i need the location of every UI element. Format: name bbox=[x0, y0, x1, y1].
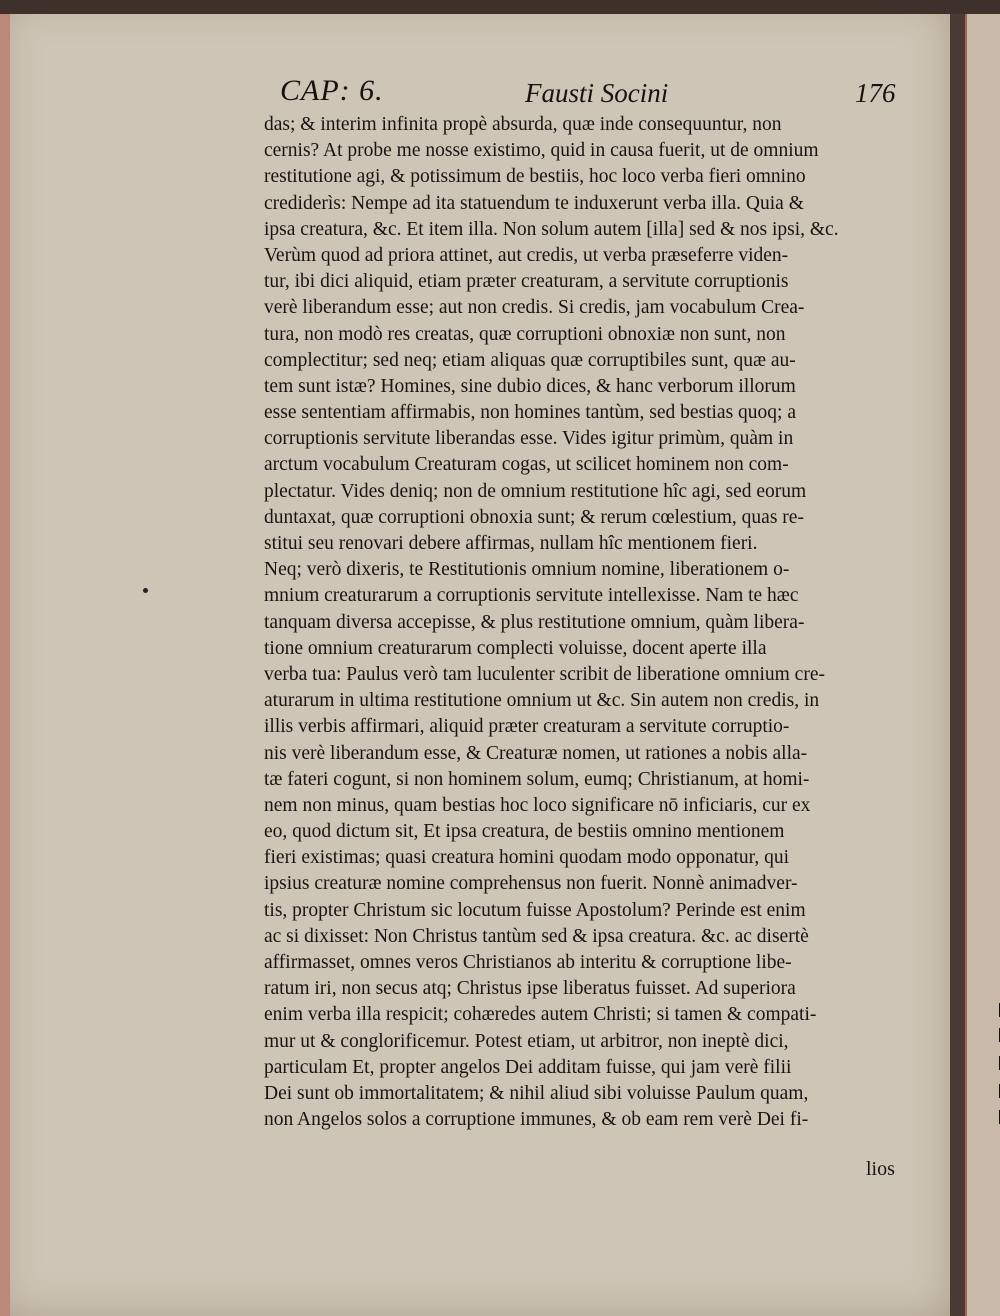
text-line: ipsius creaturæ nomine comprehensus non fuerit. Nonnè animadver- bbox=[264, 873, 798, 895]
text-line: aturarum in ultima restitutione omnium ut &c. Sin autem non credis, in bbox=[264, 690, 820, 712]
text-line: restitutione agi, & potissimum de bestiis, hoc loco verba fieri omnino bbox=[264, 166, 806, 188]
text-line: tis, propter Christum sic locutum fuisse Apostolum? Perinde est enim bbox=[264, 899, 806, 921]
text-line: arctum vocabulum Creaturam cogas, ut scilicet hominem non com- bbox=[264, 454, 789, 476]
ink-speck bbox=[143, 588, 148, 593]
text-line: ac si dixisset: Non Christus tantùm sed & ipsa creatura. &c. ac disertè bbox=[264, 925, 809, 947]
text-line: ratum iri, non secus atq; Christus ipse liberatus fuisset. Ad superiora bbox=[264, 978, 796, 1000]
text-line: tanquam diversa accepisse, & plus restitutione omnium, quàm libera- bbox=[264, 611, 805, 633]
text-line: affirmasset, omnes veros Christianos ab interitu & corruptione libe- bbox=[264, 952, 792, 973]
text-line: plectatur. Vides deniq; non de omnium restitutione hîc agi, sed eorum bbox=[264, 480, 807, 502]
text-line: tione omnium creaturarum complecti voluisse, docent aperte illa bbox=[264, 637, 767, 659]
text-line: duntaxat, quæ corruptioni obnoxia sunt; & rerum cœlestium, quas re- bbox=[264, 506, 804, 528]
page-binding-edge bbox=[0, 0, 10, 1316]
text-line: verba tua: Paulus verò tam luculenter scribit de liberatione omnium cre- bbox=[264, 663, 825, 685]
scan-top-border bbox=[0, 0, 1000, 14]
text-line: enim verba illa respicit; cohæredes autem Christi; si tamen & compati- bbox=[264, 1004, 817, 1026]
text-line: das; & interim infinita propè absurda, quæ inde consequuntur, non bbox=[264, 114, 782, 135]
text-line: corruptionis servitute liberandas esse. Vides igitur primùm, quàm in bbox=[264, 428, 794, 450]
text-line: cernis? At probe me nosse existimo, quid in causa fuerit, ut de omnium bbox=[264, 140, 819, 162]
text-line: non Angelos solos a corruptione immunes, & ob eam rem verè Dei fi- bbox=[264, 1109, 809, 1131]
text-line: nem non minus, quam bestias hoc loco significare nō inficiaris, cur ex bbox=[264, 794, 811, 816]
text-line: Verùm quod ad priora attinet, aut credis, ut verba præseferre viden- bbox=[264, 244, 789, 266]
text-line: esse sententiam affirmabis, non homines tantùm, sed bestias quoq; a bbox=[264, 402, 796, 424]
text-line: Neq; verò dixeris, te Restitutionis omnium nomine, liberationem o- bbox=[264, 559, 790, 581]
text-line: nis verè liberandum esse, & Creaturæ nomen, ut rationes a nobis alla- bbox=[264, 742, 808, 764]
text-line: tæ fateri cogunt, si non hominem solum, eumq; Christianum, at homi- bbox=[264, 768, 810, 790]
text-body bbox=[264, 112, 932, 1133]
text-line: illis verbis affirmari, aliquid præter creaturam a servitute corruptio- bbox=[264, 716, 790, 738]
chapter-label: CAP: 6. bbox=[280, 74, 384, 107]
book-gutter bbox=[950, 0, 965, 1316]
text-line: particulam Et, propter angelos Dei additam fuisse, qui jam verè filii bbox=[264, 1056, 792, 1078]
text-line: verè liberandum esse; aut non credis. Si credis, jam vocabulum Crea- bbox=[264, 297, 805, 319]
text-line: tura, non modò res creatas, quæ corruptioni obnoxiæ non sunt, non bbox=[264, 323, 786, 345]
text-line: tur, ibi dici aliquid, etiam præter creaturam, a servitute corruptionis bbox=[264, 271, 789, 293]
text-line: fieri existimas; quasi creatura homini quodam modo opponatur, qui bbox=[264, 847, 790, 869]
page-number: 176 bbox=[855, 78, 896, 108]
facing-page-edge bbox=[965, 0, 1000, 1316]
text-line: eo, quod dictum sit, Et ipsa creatura, de bestiis omnino mentionem bbox=[264, 821, 785, 843]
text-line: stitui seu renovari debere affirmas, nullam hîc mentionem fieri. bbox=[264, 533, 758, 554]
text-line: complectitur; sed neq; etiam aliquas quæ corruptibiles sunt, quæ au- bbox=[264, 349, 796, 371]
text-line: tem sunt istæ? Homines, sine dubio dices, & hanc verborum illorum bbox=[264, 375, 796, 397]
catchword: lios bbox=[866, 1158, 895, 1180]
text-line: mnium creaturarum a corruptionis servitute intellexisse. Nam te hæc bbox=[264, 585, 799, 607]
text-line: Dei sunt ob immortalitatem; & nihil aliud sibi voluisse Paulum quam, bbox=[264, 1082, 809, 1104]
text-line: ipsa creatura, &c. Et item illa. Non solum autem [illa] sed & nos ipsi, &c. bbox=[264, 218, 839, 240]
text-line: crediderìs: Nempe ad ita statuendum te induxerunt verba illa. Quia & bbox=[264, 192, 804, 214]
text-line: mur ut & conglorificemur. Potest etiam, ut arbitror, non ineptè dici, bbox=[264, 1030, 789, 1052]
running-title: Fausti Socini bbox=[525, 78, 669, 108]
page-header bbox=[280, 74, 930, 110]
